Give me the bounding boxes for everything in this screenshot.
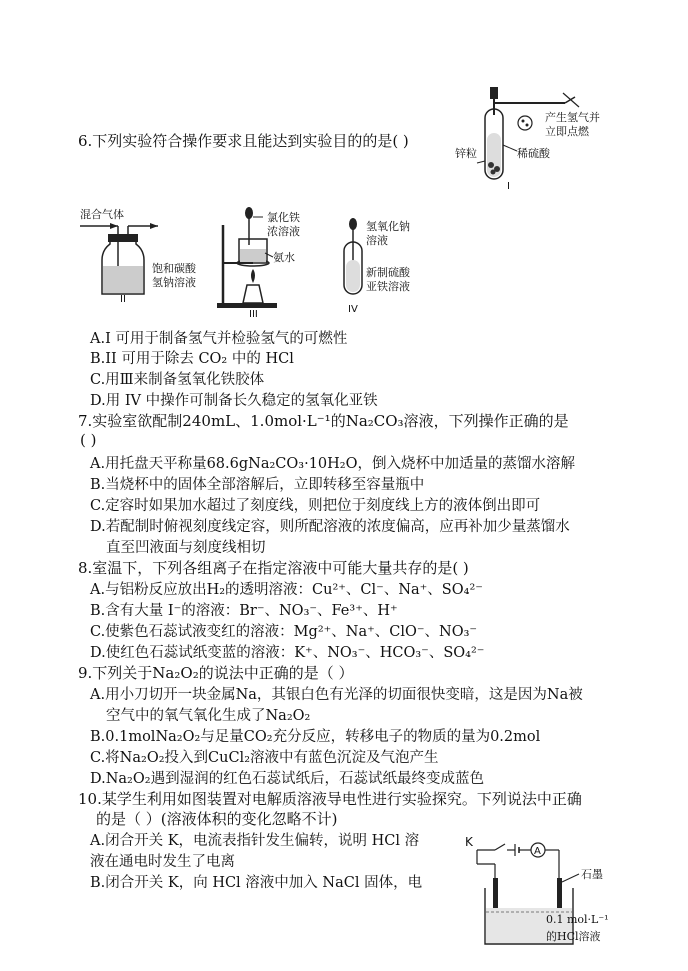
q6-option-b: B.II 可用于除去 CO₂ 中的 HCl bbox=[90, 351, 294, 367]
fig3-label-fe1: 氯化铁 bbox=[267, 211, 300, 224]
bubble-icon bbox=[518, 116, 532, 130]
fig2-label-in: 混合气体 bbox=[80, 208, 124, 221]
fig2-label-sol2: 氢钠溶液 bbox=[152, 276, 196, 289]
fig4-label-naoh1: 氢氧化钠 bbox=[366, 220, 410, 233]
q7-option-c: C.定容时如果加水超过了刻度线，则把位于刻度线上方的液体倒出即可 bbox=[90, 498, 541, 514]
fig3-numeral: III bbox=[249, 309, 258, 317]
fig1-label-gas2: 立即点燃 bbox=[545, 125, 589, 138]
q7-paren: ( ) bbox=[80, 431, 97, 449]
q7-option-b: B.当烧杯中的固体全部溶解后，立即转移至容量瓶中 bbox=[90, 477, 425, 493]
q6-option-c: C.用Ⅲ来制备氢氧化铁胶体 bbox=[90, 372, 265, 388]
fig3-label-nh3: 氨水 bbox=[273, 251, 295, 264]
fig2-label-sol1: 饱和碳酸 bbox=[152, 262, 196, 275]
fig10-label-graphite: 石墨 bbox=[581, 868, 603, 881]
fig10-label-k: K bbox=[465, 835, 473, 849]
q8-stem: 8.室温下，下列各组离子在指定溶液中可能大量共存的是( ) bbox=[78, 559, 469, 577]
fig4-label-fe2: 亚铁溶液 bbox=[366, 280, 410, 293]
q6-option-d: D.用 IV 中操作可制备长久稳定的氢氧化亚铁 bbox=[90, 393, 378, 409]
q8-option-c: C.使紫色石蕊试液变红的溶液：Mg²⁺、Na⁺、ClO⁻、NO₃⁻ bbox=[90, 624, 478, 640]
fig4-label-naoh2: 溶液 bbox=[366, 234, 388, 247]
q6-stem: 6.下列实验符合操作要求且能达到实验目的的是( ) bbox=[78, 132, 409, 150]
figure-2-apparatus bbox=[80, 206, 220, 302]
q9-option-a-cont: 空气中的氧气氧化生成了Na₂O₂ bbox=[106, 708, 311, 724]
switch-k bbox=[495, 844, 505, 850]
fig3-label-fe2: 浓溶液 bbox=[267, 225, 300, 238]
q9-option-d: D.Na₂O₂遇到湿润的红色石蕊试纸后，石蕊试纸最终变成蓝色 bbox=[90, 771, 485, 787]
q10-option-a-cont: 液在通电时发生了电离 bbox=[90, 854, 235, 870]
fig1-label-gas: 产生氢气并 bbox=[545, 111, 600, 124]
stopper bbox=[490, 87, 498, 99]
fig1-label-acid: 稀硫酸 bbox=[517, 147, 550, 160]
q9-option-c: C.将Na₂O₂投入到CuCl₂溶液中有蓝色沉淀及气泡产生 bbox=[90, 750, 439, 766]
q10-option-a: A.闭合开关 K，电流表指针发生偏转，说明 HCl 溶 bbox=[90, 833, 420, 849]
fig2-numeral: II bbox=[120, 294, 126, 302]
fig1-numeral: I bbox=[507, 181, 510, 192]
q8-option-d: D.使红色石蕊试纸变蓝的溶液：K⁺、NO₃⁻、HCO₃⁻、SO₄²⁻ bbox=[90, 645, 485, 661]
q7-stem: 7.实验室欲配制240mL、1.0mol·L⁻¹的Na₂CO₃溶液，下列操作正确的是 bbox=[78, 412, 569, 430]
q8-option-a: A.与铝粉反应放出H₂的透明溶液：Cu²⁺、Cl⁻、Na⁺、SO₄²⁻ bbox=[90, 582, 483, 598]
fig10-label-conc: 0.1 mol·L⁻¹ bbox=[546, 913, 609, 926]
q6-option-a: A.I 可用于制备氢气并检验氢气的可燃性 bbox=[90, 331, 348, 347]
figure-3-apparatus bbox=[215, 205, 325, 317]
fig10-label-sol: 的HCl溶液 bbox=[546, 930, 601, 943]
q9-option-a: A.用小刀切开一块金属Na，其银白色有光泽的切面很快变暗，这是因为Na被 bbox=[90, 687, 583, 703]
figure-4-apparatus bbox=[340, 218, 440, 316]
q7-option-d: D.若配制时俯视刻度线定容，则所配溶液的浓度偏高，应再补加少量蒸馏水 bbox=[90, 519, 570, 535]
fig4-numeral: IV bbox=[348, 304, 358, 315]
q10-stem: 10.某学生利用如图装置对电解质溶液导电性进行实验探究。下列说法中正确 bbox=[78, 790, 582, 808]
q10-stem-2: 的是（ ）(溶液体积的变化忽略不计) bbox=[96, 810, 338, 828]
q9-option-b: B.0.1molNa₂O₂与足量CO₂充分反应，转移电子的物质的量为0.2mol bbox=[90, 729, 541, 745]
flame-icon bbox=[251, 269, 255, 283]
fig1-label-zn: 锌粒 bbox=[455, 147, 477, 160]
q10-option-b: B.闭合开关 K，向 HCl 溶液中加入 NaCl 固体，电 bbox=[90, 875, 423, 891]
fig4-label-fe1: 新制硫酸 bbox=[366, 266, 410, 279]
q7-option-a: A.用托盘天平称量68.6gNa₂CO₃·10H₂O，倒入烧杯中加适量的蒸馏水溶解 bbox=[90, 456, 575, 472]
figure-1-apparatus bbox=[455, 85, 605, 193]
q7-option-d-cont: 直至凹液面与刻度线相切 bbox=[106, 540, 266, 556]
q9-stem: 9.下列关于Na₂O₂的说法中正确的是（ ） bbox=[78, 664, 354, 682]
q8-option-b: B.含有大量 I⁻的溶液：Br⁻、NO₃⁻、Fe³⁺、H⁺ bbox=[90, 603, 398, 619]
fig10-label-a: A bbox=[534, 846, 541, 857]
alcohol-lamp bbox=[243, 285, 263, 303]
